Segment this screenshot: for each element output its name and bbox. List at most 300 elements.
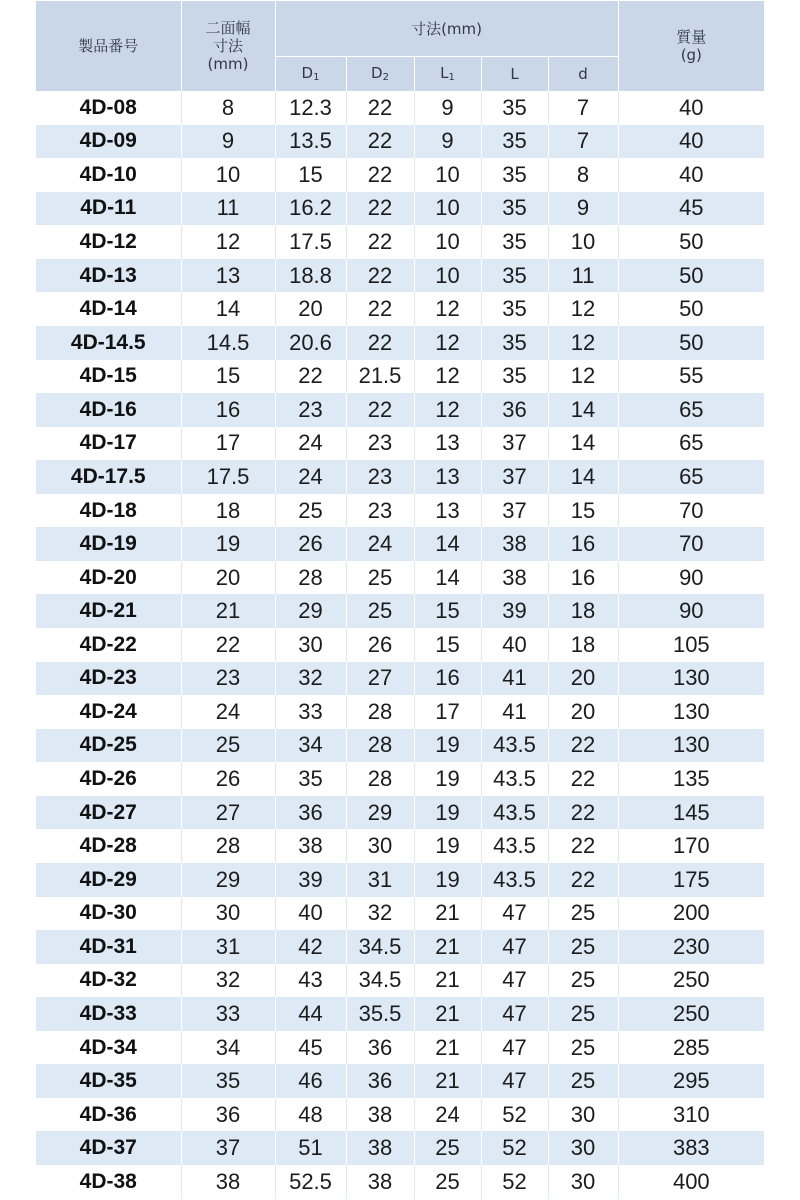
cell-weight: 130 [618, 729, 764, 763]
header-d-base: d [578, 65, 588, 83]
cell-weight: 50 [618, 259, 764, 293]
cell-d: 20 [548, 695, 618, 729]
cell-d1: 24 [275, 460, 346, 494]
table-row [36, 460, 764, 494]
cell-d1: 40 [275, 897, 346, 931]
cell-weight: 130 [618, 662, 764, 696]
table-row [36, 662, 764, 696]
cell-width-across-flats: 31 [181, 930, 275, 964]
header-l-base: L [510, 65, 519, 83]
cell-width-across-flats: 36 [181, 1098, 275, 1132]
cell-weight: 145 [618, 796, 764, 830]
cell-d2: 24 [346, 527, 414, 561]
cell-l1: 19 [414, 762, 481, 796]
table-row [36, 225, 764, 259]
cell-l: 37 [481, 427, 548, 461]
cell-l: 47 [481, 997, 548, 1031]
cell-weight: 400 [618, 1165, 764, 1199]
header-d1-sub: 1 [313, 71, 320, 83]
cell-product-number: 4D-36 [36, 1098, 181, 1132]
table-row [36, 292, 764, 326]
header-weight [618, 1, 764, 92]
cell-l: 39 [481, 594, 548, 628]
cell-product-number: 4D-24 [36, 695, 181, 729]
table-row [36, 762, 764, 796]
cell-product-number: 4D-30 [36, 897, 181, 931]
cell-d1: 20.6 [275, 326, 346, 360]
header-d [548, 57, 618, 92]
cell-d1: 44 [275, 997, 346, 1031]
cell-d2: 22 [346, 192, 414, 226]
cell-d2: 22 [346, 326, 414, 360]
cell-d1: 23 [275, 393, 346, 427]
cell-weight: 65 [618, 460, 764, 494]
cell-d1: 36 [275, 796, 346, 830]
cell-d2: 22 [346, 91, 414, 125]
cell-d2: 31 [346, 863, 414, 897]
cell-l: 35 [481, 158, 548, 192]
header-l [481, 57, 548, 92]
cell-d: 30 [548, 1098, 618, 1132]
cell-width-across-flats: 8 [181, 91, 275, 125]
cell-d2: 21.5 [346, 360, 414, 394]
cell-l1: 9 [414, 91, 481, 125]
cell-d1: 34 [275, 729, 346, 763]
table-row [36, 527, 764, 561]
header-l1-sub: 1 [448, 71, 455, 83]
cell-product-number: 4D-31 [36, 930, 181, 964]
cell-d1: 13.5 [275, 125, 346, 159]
cell-width-across-flats: 23 [181, 662, 275, 696]
cell-d: 22 [548, 829, 618, 863]
cell-l1: 12 [414, 393, 481, 427]
cell-l1: 10 [414, 192, 481, 226]
cell-width-across-flats: 17.5 [181, 460, 275, 494]
cell-width-across-flats: 35 [181, 1064, 275, 1098]
cell-width-across-flats: 34 [181, 1031, 275, 1065]
cell-l: 52 [481, 1165, 548, 1199]
cell-l1: 10 [414, 225, 481, 259]
table-row [36, 628, 764, 662]
cell-l1: 21 [414, 930, 481, 964]
cell-d1: 29 [275, 594, 346, 628]
cell-d1: 51 [275, 1131, 346, 1165]
cell-d2: 26 [346, 628, 414, 662]
cell-width-across-flats: 25 [181, 729, 275, 763]
cell-width-across-flats: 10 [181, 158, 275, 192]
cell-weight: 295 [618, 1064, 764, 1098]
cell-d: 14 [548, 393, 618, 427]
header-d2 [346, 57, 414, 92]
cell-l: 47 [481, 1064, 548, 1098]
header-weight-line-2: (g) [680, 46, 702, 64]
cell-d2: 22 [346, 259, 414, 293]
cell-product-number: 4D-13 [36, 259, 181, 293]
cell-l1: 10 [414, 158, 481, 192]
cell-product-number: 4D-27 [36, 796, 181, 830]
cell-width-across-flats: 21 [181, 594, 275, 628]
cell-l: 37 [481, 460, 548, 494]
cell-product-number: 4D-26 [36, 762, 181, 796]
cell-d: 25 [548, 964, 618, 998]
table-row [36, 494, 764, 528]
table-row [36, 192, 764, 226]
table-row [36, 326, 764, 360]
header-d2-sub: 2 [382, 71, 389, 83]
cell-d1: 33 [275, 695, 346, 729]
cell-l: 47 [481, 897, 548, 931]
cell-weight: 175 [618, 863, 764, 897]
cell-l1: 16 [414, 662, 481, 696]
cell-weight: 65 [618, 393, 764, 427]
table-row [36, 1131, 764, 1165]
cell-l1: 21 [414, 1064, 481, 1098]
cell-product-number: 4D-38 [36, 1165, 181, 1199]
header-product-number [36, 1, 181, 92]
cell-d2: 38 [346, 1165, 414, 1199]
cell-weight: 45 [618, 192, 764, 226]
cell-d1: 42 [275, 930, 346, 964]
cell-d: 12 [548, 326, 618, 360]
cell-weight: 90 [618, 561, 764, 595]
cell-product-number: 4D-17.5 [36, 460, 181, 494]
cell-width-across-flats: 32 [181, 964, 275, 998]
cell-l1: 21 [414, 1031, 481, 1065]
cell-product-number: 4D-25 [36, 729, 181, 763]
cell-l1: 10 [414, 259, 481, 293]
header-d1-base: D [301, 63, 314, 82]
cell-width-across-flats: 33 [181, 997, 275, 1031]
header-width-line-2: 寸法 [212, 37, 243, 55]
cell-weight: 70 [618, 527, 764, 561]
cell-l: 43.5 [481, 729, 548, 763]
cell-d: 11 [548, 259, 618, 293]
table-row [36, 729, 764, 763]
cell-l: 43.5 [481, 863, 548, 897]
cell-d1: 46 [275, 1064, 346, 1098]
cell-weight: 130 [618, 695, 764, 729]
table-row [36, 91, 764, 125]
cell-width-across-flats: 9 [181, 125, 275, 159]
cell-d: 22 [548, 729, 618, 763]
table-row [36, 1064, 764, 1098]
cell-d: 16 [548, 527, 618, 561]
cell-product-number: 4D-33 [36, 997, 181, 1031]
cell-l1: 13 [414, 427, 481, 461]
cell-d2: 29 [346, 796, 414, 830]
cell-l1: 14 [414, 527, 481, 561]
cell-d: 25 [548, 997, 618, 1031]
cell-product-number: 4D-23 [36, 662, 181, 696]
cell-weight: 250 [618, 997, 764, 1031]
cell-d: 25 [548, 1064, 618, 1098]
cell-width-across-flats: 28 [181, 829, 275, 863]
cell-d1: 30 [275, 628, 346, 662]
cell-l1: 21 [414, 964, 481, 998]
cell-d1: 18.8 [275, 259, 346, 293]
cell-d2: 34.5 [346, 930, 414, 964]
table-row [36, 796, 764, 830]
cell-l1: 21 [414, 897, 481, 931]
cell-d2: 23 [346, 494, 414, 528]
table-header [36, 1, 764, 92]
table-row [36, 863, 764, 897]
cell-l: 40 [481, 628, 548, 662]
cell-width-across-flats: 26 [181, 762, 275, 796]
cell-l1: 12 [414, 326, 481, 360]
cell-d1: 17.5 [275, 225, 346, 259]
cell-weight: 40 [618, 91, 764, 125]
cell-d: 18 [548, 594, 618, 628]
cell-d2: 28 [346, 762, 414, 796]
cell-d: 30 [548, 1165, 618, 1199]
cell-weight: 40 [618, 125, 764, 159]
cell-d2: 22 [346, 292, 414, 326]
cell-product-number: 4D-37 [36, 1131, 181, 1165]
header-l1-base: L [440, 63, 449, 82]
table-row [36, 594, 764, 628]
cell-d2: 38 [346, 1098, 414, 1132]
cell-d1: 28 [275, 561, 346, 595]
cell-d: 22 [548, 762, 618, 796]
cell-l: 38 [481, 561, 548, 595]
table-row [36, 829, 764, 863]
cell-product-number: 4D-08 [36, 91, 181, 125]
cell-l: 47 [481, 930, 548, 964]
cell-l: 35 [481, 259, 548, 293]
cell-width-across-flats: 14 [181, 292, 275, 326]
cell-d: 9 [548, 192, 618, 226]
cell-l: 35 [481, 326, 548, 360]
cell-d: 30 [548, 1131, 618, 1165]
cell-d2: 32 [346, 897, 414, 931]
cell-d2: 34.5 [346, 964, 414, 998]
cell-product-number: 4D-32 [36, 964, 181, 998]
cell-d1: 38 [275, 829, 346, 863]
table-row [36, 427, 764, 461]
header-width-line-3: (mm) [207, 55, 249, 73]
header-width-line-1: 二面幅 [205, 19, 251, 37]
header-dimensions [275, 1, 618, 57]
cell-d1: 32 [275, 662, 346, 696]
cell-l1: 17 [414, 695, 481, 729]
table-row [36, 1165, 764, 1199]
cell-d2: 35.5 [346, 997, 414, 1031]
cell-width-across-flats: 29 [181, 863, 275, 897]
cell-l: 41 [481, 695, 548, 729]
table-row [36, 997, 764, 1031]
cell-weight: 383 [618, 1131, 764, 1165]
cell-d1: 15 [275, 158, 346, 192]
cell-l: 35 [481, 292, 548, 326]
cell-l1: 13 [414, 460, 481, 494]
cell-l1: 9 [414, 125, 481, 159]
table-body [36, 91, 764, 1199]
cell-d: 14 [548, 460, 618, 494]
cell-l1: 12 [414, 360, 481, 394]
cell-product-number: 4D-17 [36, 427, 181, 461]
cell-l1: 25 [414, 1131, 481, 1165]
cell-weight: 55 [618, 360, 764, 394]
cell-d1: 39 [275, 863, 346, 897]
cell-d1: 45 [275, 1031, 346, 1065]
cell-l: 47 [481, 1031, 548, 1065]
cell-width-across-flats: 18 [181, 494, 275, 528]
cell-l: 35 [481, 125, 548, 159]
cell-product-number: 4D-18 [36, 494, 181, 528]
cell-width-across-flats: 12 [181, 225, 275, 259]
cell-product-number: 4D-12 [36, 225, 181, 259]
cell-width-across-flats: 20 [181, 561, 275, 595]
cell-l: 35 [481, 91, 548, 125]
cell-l: 41 [481, 662, 548, 696]
cell-d: 20 [548, 662, 618, 696]
cell-d: 22 [548, 863, 618, 897]
cell-d: 14 [548, 427, 618, 461]
cell-d2: 22 [346, 393, 414, 427]
cell-d1: 12.3 [275, 91, 346, 125]
cell-d2: 25 [346, 594, 414, 628]
cell-weight: 70 [618, 494, 764, 528]
cell-width-across-flats: 14.5 [181, 326, 275, 360]
table-row [36, 561, 764, 595]
cell-l1: 21 [414, 997, 481, 1031]
cell-l: 52 [481, 1098, 548, 1132]
cell-l1: 19 [414, 729, 481, 763]
cell-l1: 13 [414, 494, 481, 528]
cell-d1: 52.5 [275, 1165, 346, 1199]
cell-d1: 22 [275, 360, 346, 394]
header-product-number-label: 製品番号 [78, 37, 139, 55]
cell-width-across-flats: 24 [181, 695, 275, 729]
cell-d1: 16.2 [275, 192, 346, 226]
cell-product-number: 4D-22 [36, 628, 181, 662]
cell-l1: 19 [414, 863, 481, 897]
header-dimensions-label: 寸法(mm) [411, 19, 482, 38]
cell-l1: 24 [414, 1098, 481, 1132]
cell-d: 12 [548, 360, 618, 394]
spec-table [36, 0, 764, 1199]
cell-product-number: 4D-28 [36, 829, 181, 863]
cell-d: 16 [548, 561, 618, 595]
cell-d2: 22 [346, 225, 414, 259]
cell-d2: 38 [346, 1131, 414, 1165]
cell-l1: 12 [414, 292, 481, 326]
cell-product-number: 4D-34 [36, 1031, 181, 1065]
cell-d2: 36 [346, 1064, 414, 1098]
cell-l: 43.5 [481, 829, 548, 863]
cell-width-across-flats: 17 [181, 427, 275, 461]
cell-weight: 285 [618, 1031, 764, 1065]
cell-l: 47 [481, 964, 548, 998]
cell-weight: 50 [618, 292, 764, 326]
cell-weight: 135 [618, 762, 764, 796]
table-row [36, 125, 764, 159]
cell-width-across-flats: 16 [181, 393, 275, 427]
cell-d1: 48 [275, 1098, 346, 1132]
cell-weight: 170 [618, 829, 764, 863]
cell-d2: 22 [346, 158, 414, 192]
header-weight-line-1: 質量 [676, 28, 707, 46]
cell-l1: 19 [414, 829, 481, 863]
cell-d: 25 [548, 1031, 618, 1065]
table-row [36, 695, 764, 729]
cell-d: 22 [548, 796, 618, 830]
cell-d: 7 [548, 91, 618, 125]
cell-l1: 19 [414, 796, 481, 830]
cell-d: 25 [548, 897, 618, 931]
cell-weight: 250 [618, 964, 764, 998]
cell-d2: 23 [346, 427, 414, 461]
cell-product-number: 4D-09 [36, 125, 181, 159]
cell-weight: 230 [618, 930, 764, 964]
cell-d2: 28 [346, 695, 414, 729]
cell-width-across-flats: 15 [181, 360, 275, 394]
table-row [36, 259, 764, 293]
cell-d2: 25 [346, 561, 414, 595]
cell-d2: 22 [346, 125, 414, 159]
cell-d: 15 [548, 494, 618, 528]
table-row [36, 158, 764, 192]
cell-l: 43.5 [481, 796, 548, 830]
header-d1 [275, 57, 346, 92]
cell-width-across-flats: 19 [181, 527, 275, 561]
cell-width-across-flats: 11 [181, 192, 275, 226]
header-l1 [414, 57, 481, 92]
cell-d2: 28 [346, 729, 414, 763]
table-row [36, 1098, 764, 1132]
cell-width-across-flats: 30 [181, 897, 275, 931]
cell-l1: 14 [414, 561, 481, 595]
cell-d1: 26 [275, 527, 346, 561]
cell-d: 18 [548, 628, 618, 662]
cell-l: 52 [481, 1131, 548, 1165]
cell-d2: 36 [346, 1031, 414, 1065]
cell-product-number: 4D-15 [36, 360, 181, 394]
cell-d1: 20 [275, 292, 346, 326]
cell-product-number: 4D-10 [36, 158, 181, 192]
cell-l: 37 [481, 494, 548, 528]
cell-product-number: 4D-21 [36, 594, 181, 628]
cell-product-number: 4D-14.5 [36, 326, 181, 360]
cell-d: 8 [548, 158, 618, 192]
cell-weight: 50 [618, 225, 764, 259]
cell-l: 38 [481, 527, 548, 561]
cell-weight: 40 [618, 158, 764, 192]
cell-width-across-flats: 37 [181, 1131, 275, 1165]
cell-weight: 105 [618, 628, 764, 662]
cell-l: 36 [481, 393, 548, 427]
cell-d1: 35 [275, 762, 346, 796]
cell-d: 7 [548, 125, 618, 159]
cell-weight: 200 [618, 897, 764, 931]
cell-d: 10 [548, 225, 618, 259]
cell-width-across-flats: 38 [181, 1165, 275, 1199]
cell-l1: 15 [414, 628, 481, 662]
cell-width-across-flats: 13 [181, 259, 275, 293]
header-d2-base: D [371, 63, 383, 82]
cell-d: 25 [548, 930, 618, 964]
cell-d1: 24 [275, 427, 346, 461]
cell-l: 35 [481, 225, 548, 259]
cell-weight: 65 [618, 427, 764, 461]
cell-product-number: 4D-16 [36, 393, 181, 427]
cell-d2: 23 [346, 460, 414, 494]
cell-d2: 27 [346, 662, 414, 696]
cell-weight: 90 [618, 594, 764, 628]
cell-width-across-flats: 22 [181, 628, 275, 662]
table-row [36, 930, 764, 964]
